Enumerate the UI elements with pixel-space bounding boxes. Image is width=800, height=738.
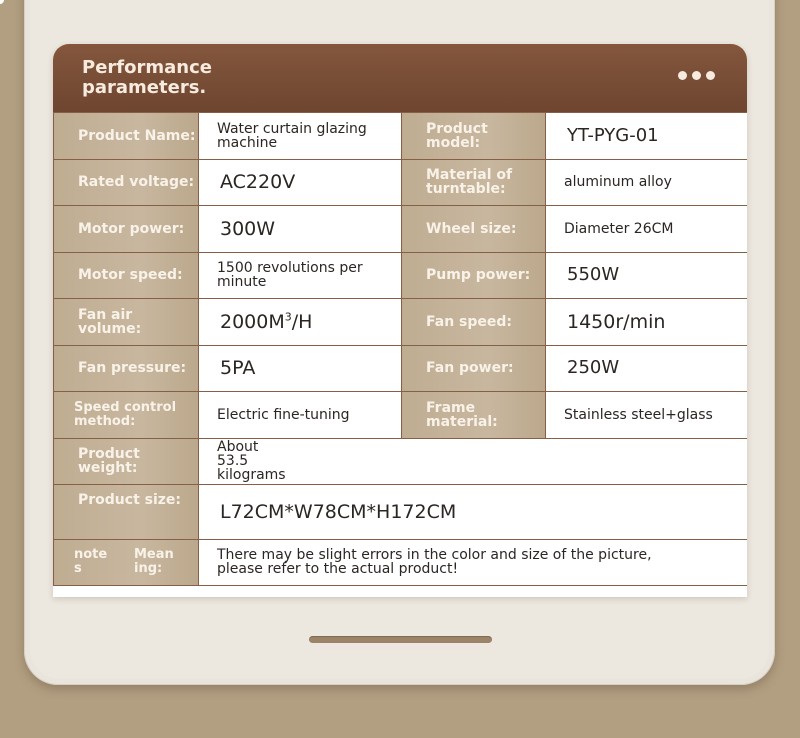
value-text: 2000M: [220, 310, 285, 333]
fan-pressure-label: Fan pressure:: [54, 345, 199, 392]
notes-label-group: [74, 548, 198, 576]
product-size-value: L72CM*W78CM*H172CM: [199, 485, 748, 540]
card-header: [53, 44, 747, 112]
fan-pressure-value: 5PA: [199, 345, 402, 392]
value-unit: /H: [291, 310, 313, 333]
turntable-material-label: Material of turntable:: [402, 159, 546, 206]
wheel-size-label: Wheel size:: [402, 206, 546, 253]
dot: [692, 71, 701, 80]
table-row: [54, 392, 748, 439]
spec-table: [53, 112, 747, 586]
fan-speed-value: 1450r/min: [546, 299, 748, 346]
spec-card: [53, 44, 747, 597]
table-row: [54, 485, 748, 540]
fan-air-volume-value: [199, 299, 402, 346]
rated-voltage-label: Rated voltage:: [54, 159, 199, 206]
product-name-label: Product Name:: [54, 113, 199, 160]
home-indicator[interactable]: [309, 636, 492, 643]
wheel-size-value: Diameter 26CM: [546, 206, 748, 253]
pump-power-value: 550W: [546, 252, 748, 299]
product-size-label: Product size:: [54, 485, 199, 540]
table-row: [54, 438, 748, 485]
fan-power-label: Fan power:: [402, 345, 546, 392]
motor-power-value: 300W: [199, 206, 402, 253]
table-row: [54, 159, 748, 206]
fan-speed-label: Fan speed:: [402, 299, 546, 346]
notes-label: notes: [74, 547, 108, 577]
table-row: [54, 252, 748, 299]
table-row: [54, 299, 748, 346]
table-row: [54, 206, 748, 253]
frame-material-value: Stainless steel+glass: [546, 392, 748, 439]
speed-control-label: Speed control method:: [54, 392, 199, 439]
product-model-label: Product model:: [402, 113, 546, 160]
turntable-material-value: aluminum alloy: [546, 159, 748, 206]
speed-control-value: Electric fine-tuning: [199, 392, 402, 439]
fan-power-value: 250W: [546, 345, 748, 392]
frame-material-label: Frame material:: [402, 392, 546, 439]
product-model-value: YT-PYG-01: [546, 113, 748, 160]
table-row: [54, 539, 748, 586]
card-title: Performance parameters.: [82, 57, 212, 98]
table-row: [54, 345, 748, 392]
notes-label-cell: [54, 539, 199, 586]
corner-mark: [0, 0, 4, 4]
product-name-value: Water curtain glazing machine: [199, 113, 402, 160]
meaning-label: Meaning:: [134, 547, 174, 577]
product-weight-label: Product weight:: [54, 438, 199, 485]
rated-voltage-value: AC220V: [199, 159, 402, 206]
product-weight-value: About 53.5 kilograms: [199, 438, 748, 485]
superscript: 3: [284, 310, 292, 324]
dot: [678, 71, 687, 80]
pump-power-label: Pump power:: [402, 252, 546, 299]
motor-speed-label: Motor speed:: [54, 252, 199, 299]
table-row: [54, 113, 748, 160]
more-horizontal-icon[interactable]: [678, 71, 715, 80]
fan-air-volume-label: Fan air volume:: [54, 299, 199, 346]
notes-value: There may be slight errors in the color and size of the picture, please refer to the actual product!: [199, 539, 748, 586]
motor-speed-value: 1500 revolutions per minute: [199, 252, 402, 299]
motor-power-label: Motor power:: [54, 206, 199, 253]
dot: [706, 71, 715, 80]
